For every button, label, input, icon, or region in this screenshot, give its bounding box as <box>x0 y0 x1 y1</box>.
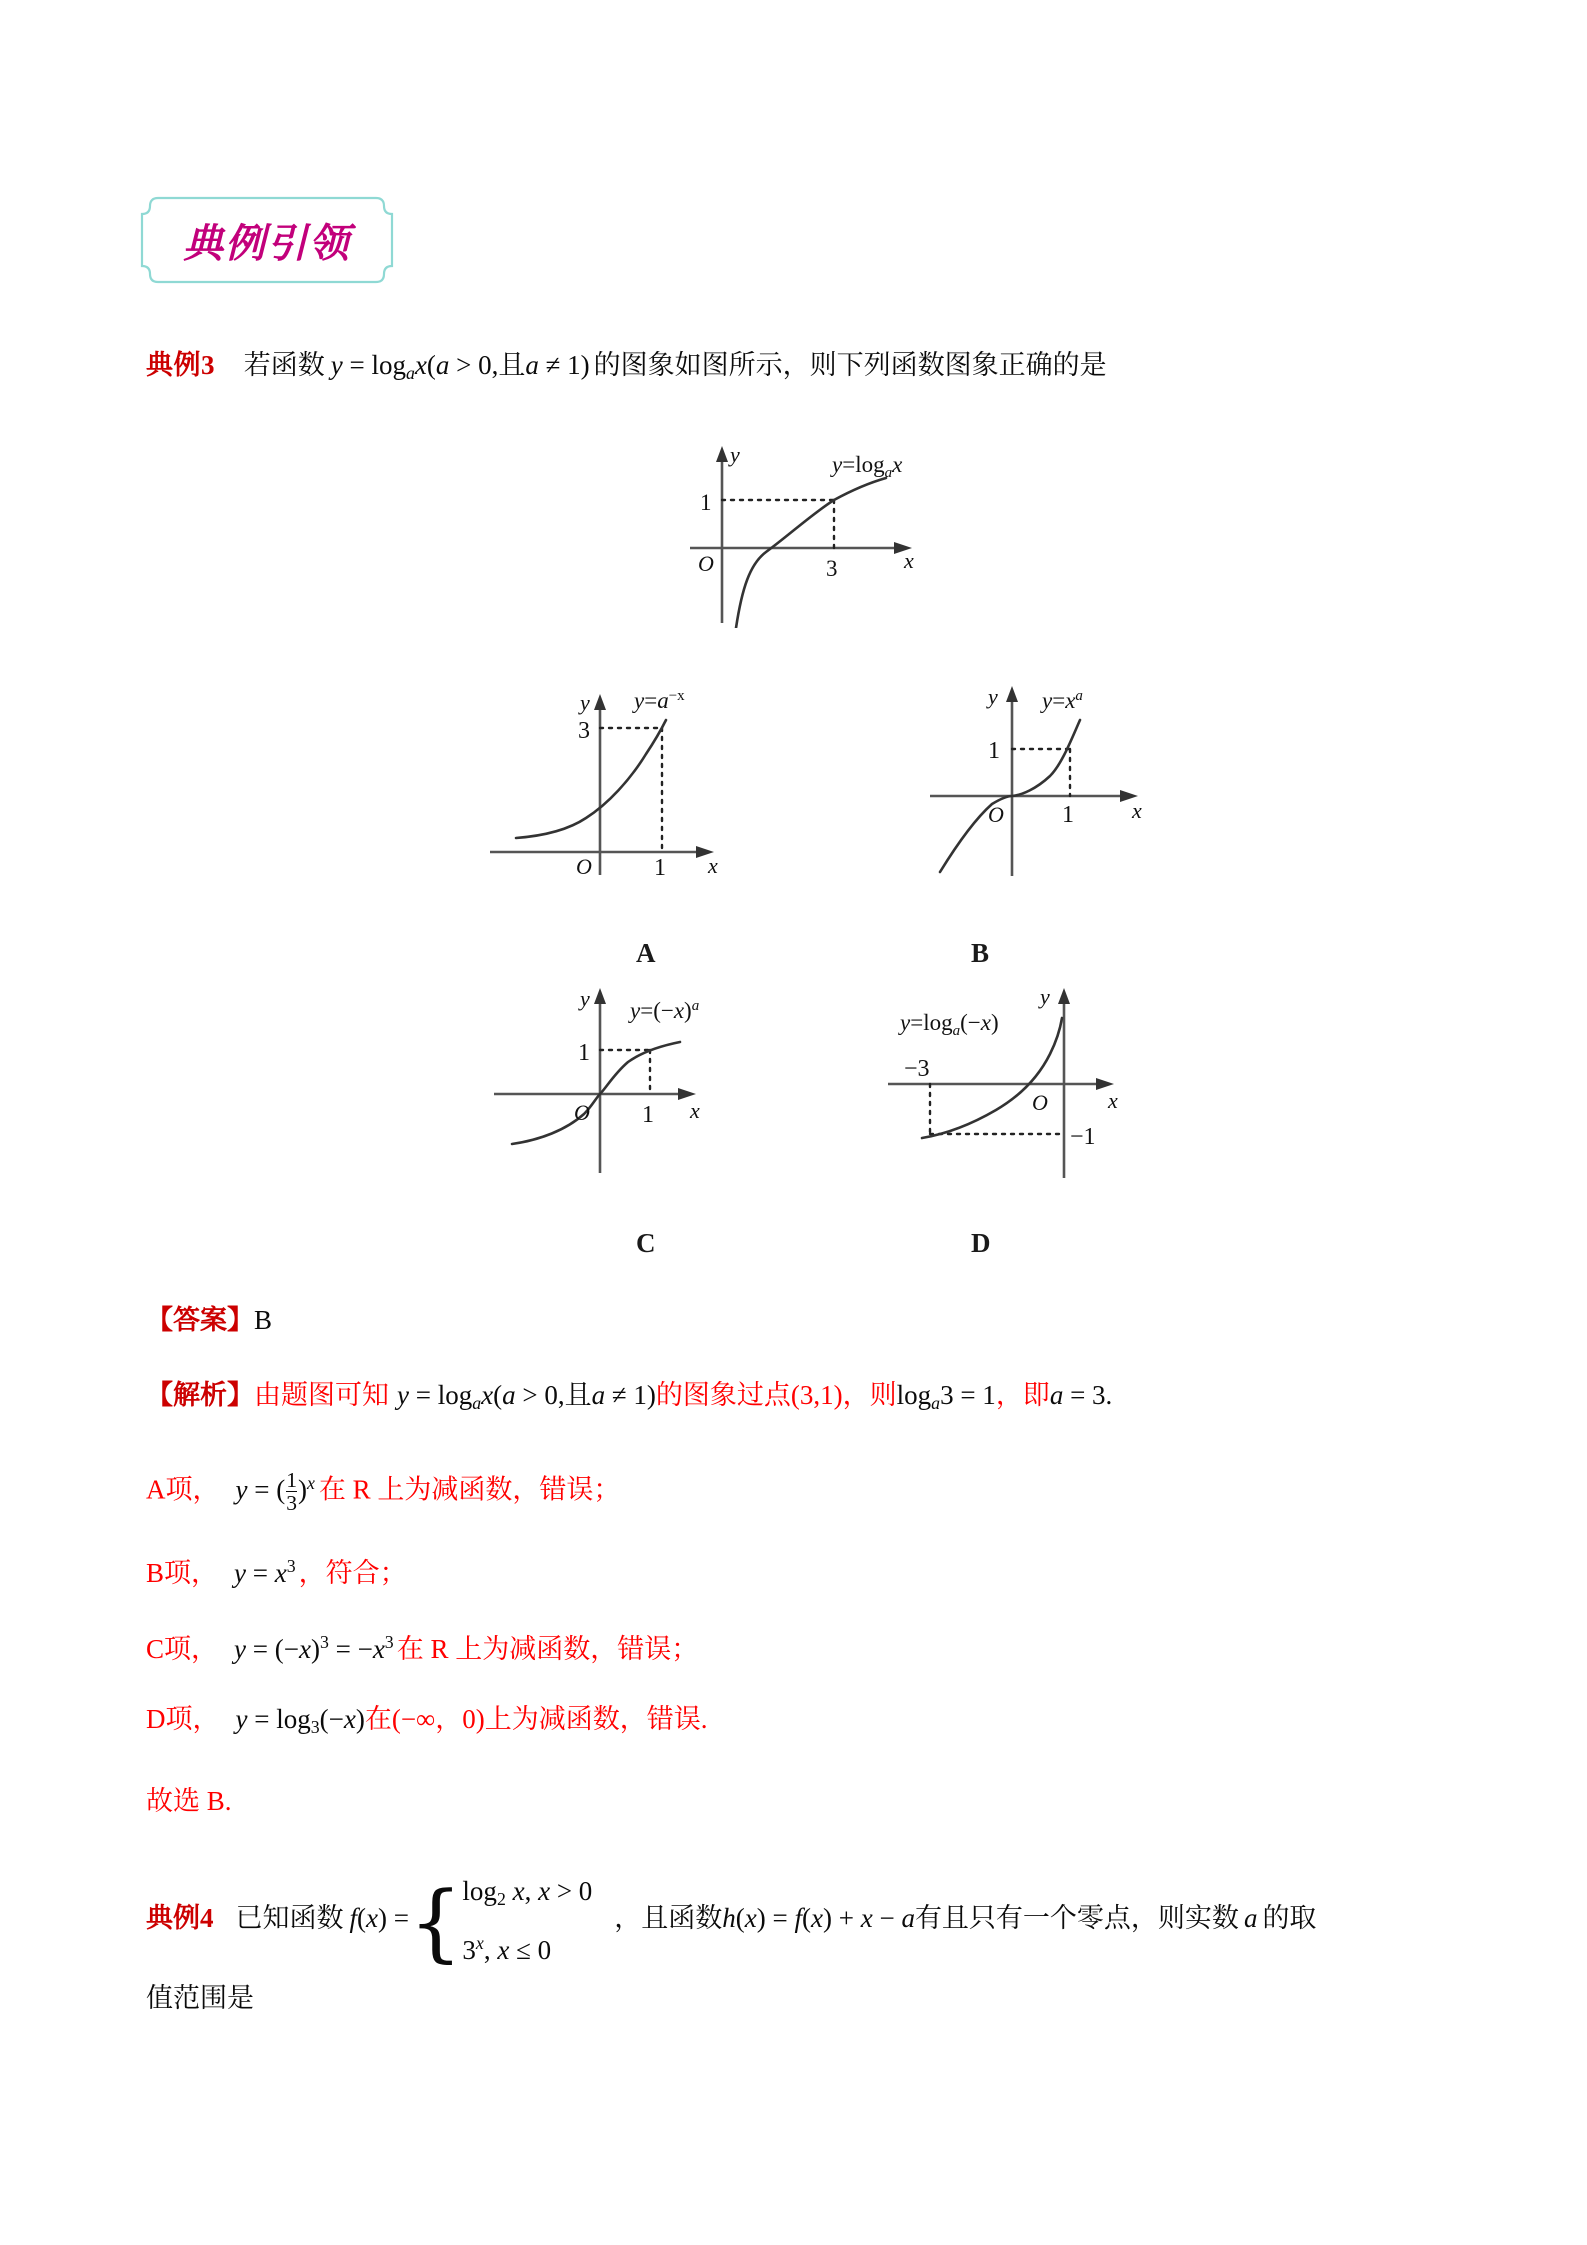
option-b-curve-label <box>1040 688 1083 713</box>
item-b-line: B项， $y = x^3$ ，符合； <box>146 1556 407 1588</box>
problem3-tag: 典例3 <box>146 350 215 380</box>
item-b-text: ，符合； <box>298 1557 407 1588</box>
option-b-y-axis-label: y <box>988 684 998 709</box>
analysis-lead: 由题图可知 <box>254 1380 389 1410</box>
option-b-x-axis-label: x <box>1132 798 1142 823</box>
piecewise-cases: log2 x, x > 0 3$^x$, x ≤ 0 <box>462 1876 593 1965</box>
svg-text:y=xa: $y=x^a$ <box>1042 688 1083 713</box>
option-a-figure <box>480 680 770 875</box>
option-d-x-tick-minus3: −3 <box>904 1056 930 1082</box>
option-a-origin-label: O <box>576 854 592 875</box>
option-c-y-tick-1: 1 <box>578 1040 590 1066</box>
option-a-x-axis-label: x <box>708 853 718 875</box>
problem4-line2-text: 值范围是 <box>146 1983 254 2013</box>
main-x-axis-label: x <box>904 548 914 573</box>
item-a-fraction: $\frac{1}{3}$ <box>286 1468 297 1516</box>
option-d-curve-label <box>898 1010 999 1039</box>
option-d-figure <box>880 968 1180 1178</box>
problem4-text-before: 已知函数 <box>235 1903 344 1933</box>
problem3-text-after: 的图象如图所示，则下列函数图象正确的是 <box>593 350 1107 380</box>
option-d-x-axis-label: x <box>1108 1088 1118 1113</box>
answer-label: 【答案】 <box>146 1305 254 1335</box>
main-figure-log-graph <box>672 438 972 628</box>
problem4-line: 典例4 已知函数 f(x) ={ log2 x, x > 0 3$^x$, x ≤ 0 ，且函数h(x) = f(x) + x − a有且只有一个零点，则实数 a 的取 <box>146 1872 1317 1971</box>
option-a-letter: A <box>636 938 656 968</box>
analysis-mid: 的图象过点(3,1)，则 <box>655 1380 897 1410</box>
problem4-var-a: a <box>1243 1903 1258 1933</box>
option-b-origin-label: O <box>988 802 1004 827</box>
option-a-y-tick-3: 3 <box>578 718 590 744</box>
item-c-xiang: 项， <box>164 1633 219 1664</box>
option-d-y-axis-label: y <box>1040 984 1050 1009</box>
banner-title: 典例引领 <box>183 219 351 267</box>
problem3-formula: y <box>330 350 343 380</box>
answer-value: B <box>254 1305 273 1335</box>
item-c-text: 在 R 上为减函数，错误； <box>396 1633 699 1664</box>
analysis-tail: ，即 <box>995 1380 1050 1410</box>
svg-text:y=loga(−x): $y=\log_a(-x)$ <box>900 1010 999 1039</box>
problem4-text-end: 的取 <box>1262 1903 1317 1933</box>
option-a-x-tick-1: 1 <box>654 855 666 875</box>
problem4-tag: 典例4 <box>146 1903 214 1933</box>
main-x-tick-3: 3 <box>826 556 838 581</box>
conclusion-line <box>146 1788 232 1815</box>
option-c-x-axis-label: x <box>690 1098 700 1123</box>
option-b-letter: B <box>971 938 990 968</box>
section-banner <box>136 196 398 284</box>
item-b-letter: B <box>146 1557 165 1588</box>
option-c-x-tick-1: 1 <box>642 1102 654 1128</box>
option-d-letter: D <box>971 1228 991 1258</box>
problem4-text-after: 有且只有一个零点，则实数 <box>914 1903 1239 1933</box>
option-c-y-axis-label: y <box>580 986 590 1011</box>
item-d-xiang: 项， <box>165 1704 220 1734</box>
svg-text:y=(−x)a: $y=(-x)^a$ <box>630 998 700 1023</box>
item-b-xiang: 项， <box>164 1557 219 1588</box>
piecewise-brace-icon: { <box>408 1872 463 1971</box>
main-y-axis-label: y <box>730 442 740 467</box>
answer-line <box>146 1307 272 1334</box>
problem3-text-before: 若函数 <box>243 350 325 380</box>
item-d-letter: D <box>146 1704 166 1734</box>
item-a-text: 在 R 上为减函数，错误； <box>318 1474 621 1505</box>
option-c-origin-label: O <box>574 1100 590 1125</box>
svg-text:y=a−x: $y=a^{-x}$ <box>634 688 685 713</box>
svg-text:y=logax: $y=\log_ax$ <box>832 452 903 481</box>
option-c-curve-label <box>628 998 699 1023</box>
option-d-origin-label: O <box>1032 1090 1048 1115</box>
item-c-letter: C <box>146 1633 165 1664</box>
item-a-letter: A <box>146 1474 166 1505</box>
main-curve-label <box>830 452 903 481</box>
item-d-line: D项， y = log3(−x)在(−∞，0)上为减函数，错误. <box>146 1704 708 1737</box>
analysis-label: 【解析】 <box>146 1380 254 1410</box>
option-a-curve-label <box>632 688 685 713</box>
problem4-text-mid: ，且函数 <box>614 1903 723 1933</box>
main-y-tick-1: 1 <box>700 490 712 515</box>
item-d-text: 在(−∞，0)上为减函数，错误. <box>364 1704 708 1734</box>
option-c-figure <box>490 968 780 1173</box>
option-b-figure <box>930 676 1220 876</box>
problem4-line2 <box>146 1985 254 2012</box>
analysis-period: . <box>1105 1380 1113 1410</box>
main-origin-label: O <box>698 551 714 576</box>
item-a-line: A项， y = ( $\frac{1}{3}$ )$^x$ 在 R 上为减函数，错误； <box>146 1468 621 1516</box>
conclusion-text: 故选 B. <box>146 1786 232 1816</box>
analysis-line: 【解析】由题图可知 y = logax(a > 0,且a ≠ 1)的图象过点(3,1)，则loga3 = 1，即a = 3. <box>146 1380 1113 1413</box>
option-b-x-tick-1: 1 <box>1062 802 1074 828</box>
item-a-xiang: 项， <box>165 1474 220 1505</box>
problem3-line: 典例3 若函数 y = logax(a > 0,且a ≠ 1) 的图象如图所示，则下列函数图象正确的是 <box>146 350 1107 383</box>
option-b-y-tick-1: 1 <box>988 738 1000 764</box>
option-c-letter: C <box>636 1228 656 1258</box>
option-d-y-tick-minus1: −1 <box>1070 1124 1096 1150</box>
item-c-line: C项， $y = (-x)^3 = -x^3$ 在 R 上为减函数，错误； <box>146 1632 699 1664</box>
option-a-y-axis-label: y <box>580 690 590 715</box>
